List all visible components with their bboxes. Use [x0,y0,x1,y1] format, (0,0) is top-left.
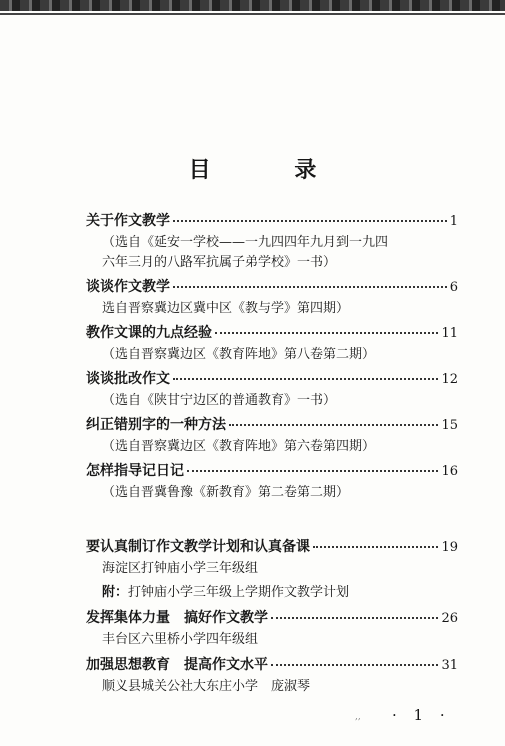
table-of-contents [86,210,458,701]
page-number-footer: · 1 · [392,706,451,724]
page-top-rule [0,13,505,15]
toc-page-number: 12 [441,372,458,387]
toc-entry-title[interactable]: 怎样指导记日记 [86,463,184,479]
toc-page-number: 19 [441,540,458,555]
toc-page-number: 11 [441,326,458,341]
page-title: 目 录 [188,158,355,183]
toc-entry-title[interactable]: 教作文课的九点经验 [86,325,212,341]
toc-entry [86,536,458,603]
toc-source-note: （选自《陕甘宁边区的普通教育》一书） [102,393,337,408]
toc-entry [86,276,458,319]
toc-source-note: （选自晋冀鲁豫《新教育》第二卷第二期） [102,485,350,500]
appendix-label: 附： [102,585,129,600]
leader-dots [313,546,438,548]
appendix-text: 打钟庙小学三年级上学期作文教学计划 [128,585,350,600]
toc-entry [86,460,458,503]
toc-source-note: （选自晋察冀边区《教育阵地》第六卷第四期） [102,439,376,454]
toc-page-number: 31 [441,658,458,673]
toc-source-note: 六年三月的八路军抗属子弟学校》一书） [102,255,337,270]
leader-dots [187,470,438,472]
toc-entry-title[interactable]: 发挥集体力量 搞好作文教学 [86,610,268,626]
toc-author: 丰台区六里桥小学四年级组 [102,632,259,647]
toc-entry [86,414,458,457]
toc-page-number: 6 [449,280,458,295]
toc-page-number: 26 [441,611,458,626]
leader-dots [173,220,447,222]
toc-page-number: 15 [441,418,458,433]
toc-entry [86,322,458,365]
leader-dots [271,664,438,666]
leader-dots [173,286,447,288]
toc-entry-title[interactable]: 加强思想教育 提高作文水平 [86,657,268,673]
toc-entry-title[interactable]: 谈谈作文教学 [86,279,170,295]
toc-entry [86,654,458,697]
toc-entry [86,368,458,411]
toc-entry-title[interactable]: 关于作文教学 [86,213,170,229]
toc-source-note: （选自晋察冀边区《教育阵地》第八卷第二期） [102,347,376,362]
toc-page-number: 16 [441,464,458,479]
section-gap [86,506,458,536]
toc-page-number: 1 [449,214,458,229]
toc-author: 顺义县城关公社大东庄小学 庞淑琴 [102,679,311,694]
page-top-border [0,0,505,11]
toc-source-note: （选自《延安一学校——一九四四年九月到一九四 [102,235,389,250]
toc-author: 海淀区打钟庙小学三年级组 [102,561,259,576]
leader-dots [173,378,438,380]
toc-entry-title[interactable]: 要认真制订作文教学计划和认真备课 [86,539,310,555]
toc-entry-title[interactable]: 谈谈批改作文 [86,371,170,387]
toc-entry [86,210,458,273]
leader-dots [229,424,438,426]
leader-dots [271,617,438,619]
leader-dots [215,332,438,334]
scan-speck: ,, [355,712,361,722]
toc-source-note: 选自晋察冀边区冀中区《教与学》第四期） [102,301,350,316]
toc-entry-title[interactable]: 纠正错别字的一种方法 [86,417,226,433]
toc-appendix [86,583,458,603]
toc-entry [86,607,458,650]
